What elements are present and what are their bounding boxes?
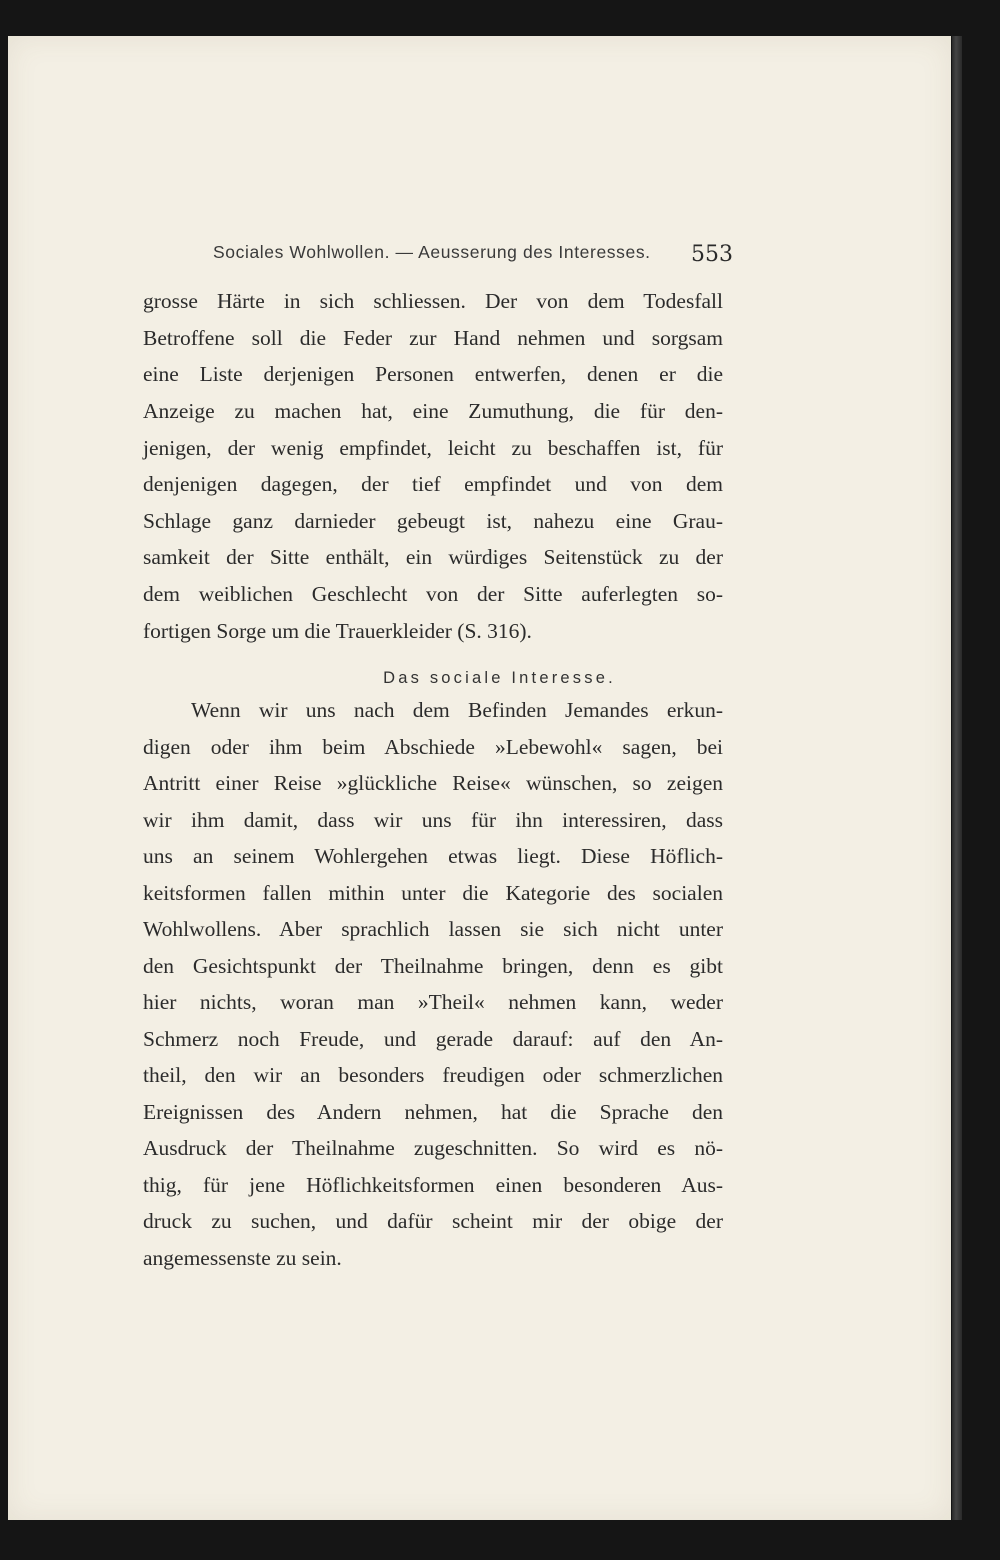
text-line: Ereignissen des Andern nehmen, hat die Sprache den (143, 1100, 723, 1124)
text-line: grosse Härte in sich schliessen. Der von dem Todesfall (143, 289, 723, 313)
text-line: theil, den wir an besonders freudigen oder schmerzlichen (143, 1063, 723, 1087)
text-line: druck zu suchen, und dafür scheint mir der obige der (143, 1209, 723, 1233)
page-edge (952, 36, 962, 1520)
text-line: digen oder ihm beim Abschiede »Lebewohl« sagen, bei (143, 735, 723, 759)
text-line: Wenn wir uns nach dem Befinden Jemandes erkun- (191, 698, 723, 722)
text-line: fortigen Sorge um die Trauerkleider (S. 316). (143, 619, 532, 643)
text-line: den Gesichtspunkt der Theilnahme bringen, denn es gibt (143, 954, 723, 978)
text-line: hier nichts, woran man »Theil« nehmen kann, weder (143, 990, 723, 1014)
text-line: denjenigen dagegen, der tief empfindet und von dem (143, 472, 723, 496)
page-number: 553 (691, 242, 733, 267)
text-line: Wohlwollens. Aber sprachlich lassen sie sich nicht unter (143, 917, 723, 941)
book-page (8, 36, 951, 1520)
running-head: Sociales Wohlwollen. — Aeusserung des Interesses. (213, 242, 651, 262)
text-line: Ausdruck der Theilnahme zugeschnitten. So wird es nö- (143, 1136, 723, 1160)
text-line: angemessenste zu sein. (143, 1246, 342, 1270)
text-line: Antritt einer Reise »glückliche Reise« wünschen, so zeigen (143, 771, 723, 795)
text-line: eine Liste derjenigen Personen entwerfen, denen er die (143, 362, 723, 386)
text-line: dem weiblichen Geschlecht von der Sitte auferlegten so- (143, 582, 723, 606)
text-line: wir ihm damit, dass wir uns für ihn interessiren, dass (143, 808, 723, 832)
text-line: Schlage ganz darnieder gebeugt ist, nahezu eine Grau- (143, 509, 723, 533)
section-heading: Das sociale Interesse. (383, 669, 616, 687)
text-line: jenigen, der wenig empfindet, leicht zu beschaffen ist, für (143, 436, 723, 460)
text-line: Anzeige zu machen hat, eine Zumuthung, die für den- (143, 399, 723, 423)
text-line: Schmerz noch Freude, und gerade darauf: auf den An- (143, 1027, 723, 1051)
text-line: uns an seinem Wohlergehen etwas liegt. Diese Höflich- (143, 844, 723, 868)
text-line: thig, für jene Höflichkeitsformen einen besonderen Aus- (143, 1173, 723, 1197)
text-line: samkeit der Sitte enthält, ein würdiges Seitenstück zu der (143, 545, 723, 569)
text-line: keitsformen fallen mithin unter die Kategorie des socialen (143, 881, 723, 905)
text-line: Betroffene soll die Feder zur Hand nehmen und sorgsam (143, 326, 723, 350)
